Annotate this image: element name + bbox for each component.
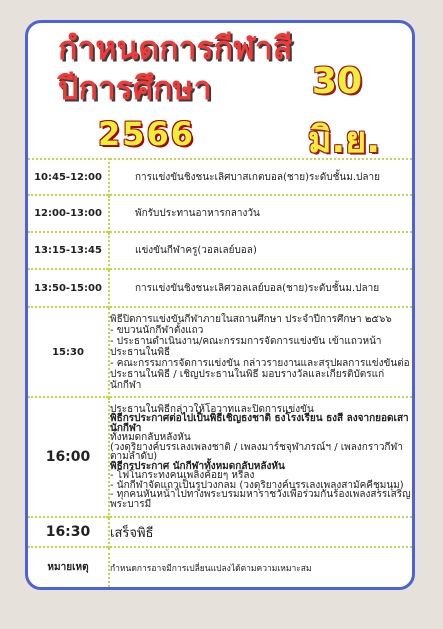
activity-line: - ขบวนนักกีฬาตั้งแถว: [110, 324, 204, 336]
table-row: [28, 269, 412, 307]
time-cell: 16:00: [28, 397, 109, 517]
activity-line: - คณะกรรมการจัดการแข่งขัน กล่าวรายงานและสรุปผลการแข่งขันต่อ: [110, 357, 410, 369]
header: [28, 23, 412, 161]
table-row: [28, 232, 412, 269]
activity-line: พิธีปิดการแข่งขันกีฬาภายในสถานศึกษา ประจำปีการศึกษา ๒๕๖๖: [110, 313, 392, 325]
title-line-1: กำหนดการกีฬาสี: [58, 29, 293, 67]
activity-line: ทั้งหมดกลับหลังหัน: [110, 432, 191, 444]
activity-cell: การแข่งขันชิงชนะเลิศบาสเกตบอล(ชาย)ระดับชั้นม.ปลาย: [109, 159, 412, 195]
activity-line: - ประธานดำเนินงาน/คณะกรรมการจัดการแข่งขัน เข้าแถวหน้าประธานในพิธี: [110, 335, 382, 358]
table-row: [28, 517, 412, 547]
time-cell: 16:30: [28, 517, 109, 547]
activity-line: ประธานในพิธีกล่าวให้โอวาทและปิดการแข่งขัน: [110, 403, 314, 415]
year-label: 2566: [98, 115, 196, 153]
activity-line: ประธานในพิธี / เชิญประธานในพิธี มอบรางวัลและเกียรติบัตรแก่นักกีฬา: [110, 368, 385, 391]
time-cell: 13:50-15:00: [28, 269, 109, 307]
date-day: 30: [311, 61, 362, 102]
activity-line: - ทุกคนหันหน้าไปทางพระบรมมหาราชวังเพื่อร่วมกันร้องเพลงสรรเสริญพระบารมี: [110, 489, 411, 510]
date-month: มิ.ย.: [307, 120, 380, 161]
activity-line: (วงดุริยางค์บรรเลงเพลงชาติ / เพลงมาร์ชจุฬาภรณ์ฯ / เพลงกราวกีฬา ตามลำดับ): [110, 441, 403, 463]
table-row: [28, 159, 412, 195]
table-row: [28, 397, 412, 517]
activity-cell: พักรับประทานอาหารกลางวัน: [109, 195, 412, 232]
activity-cell: การแข่งขันชิงชนะเลิศวอลเลย์บอล(ชาย)ระดับชั้นม.ปลาย: [109, 269, 412, 307]
note-label: หมายเหตุ: [28, 547, 109, 587]
activity-line: - โฟโนกระทงคนเพลิงค้อยๆ หรี่ลง: [110, 470, 255, 482]
activity-cell: แข่งขันกีฬาครู(วอลเลย์บอล): [109, 232, 412, 269]
note-text: กำหนดการอาจมีการเปลี่ยนแปลงได้ตามความเหมาะสม: [109, 547, 412, 587]
activity-line: พิธีกรประกาศต่อไปเป็นพิธีเชิญธงชาติ ธงโรงเรียน ธงสี ลงจากยอดเสานักกีฬา: [110, 413, 409, 434]
table-row: [28, 547, 412, 587]
schedule-table: [28, 158, 412, 587]
activity-cell: เสร็จพิธี: [109, 517, 412, 547]
table-row: [28, 307, 412, 397]
schedule-card: [25, 20, 415, 590]
activity-line: - นักกีฬาจัดแถวเป็นรูปวงกลม (วงดุริยางค์บรรเลงเพลงสามัคคีชุมนุม): [110, 479, 404, 491]
time-cell: 10:45-12:00: [28, 159, 109, 195]
title-line-2: ปีการศึกษา: [58, 69, 212, 107]
activity-cell: [109, 397, 412, 517]
time-cell: 12:00-13:00: [28, 195, 109, 232]
activity-cell: [109, 307, 412, 397]
table-row: [28, 195, 412, 232]
time-cell: 15:30: [28, 307, 109, 397]
time-cell: 13:15-13:45: [28, 232, 109, 269]
activity-line: พิธีกรประกาศ นักกีฬาทั้งหมดกลับหลังหัน: [110, 460, 285, 472]
